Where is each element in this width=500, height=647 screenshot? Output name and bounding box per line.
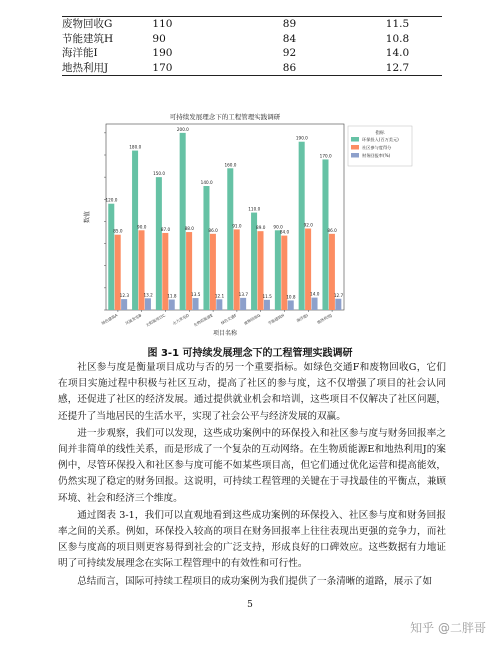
data-label: 160.0	[224, 162, 237, 168]
table-cell: 84	[282, 32, 297, 45]
bar	[132, 151, 138, 310]
table-cell: 节能建筑H	[62, 32, 114, 45]
legend-swatch	[351, 153, 359, 158]
table-row	[62, 32, 442, 47]
table-cell: 110	[152, 18, 173, 30]
page-number: 5	[247, 600, 253, 610]
table-cell: 92	[282, 47, 297, 59]
chart-title: 可持续发展理念下的工程管理实践调研	[169, 113, 281, 121]
x-tick-label: 海洋能I	[295, 312, 309, 324]
bar	[305, 229, 311, 310]
bar	[240, 298, 246, 310]
bar	[322, 159, 328, 310]
x-tick-label: 节能建筑H	[266, 312, 285, 326]
data-label: 89.0	[256, 225, 266, 231]
table-cell: 170	[152, 61, 173, 74]
bar-chart	[82, 110, 414, 338]
data-label: 180.0	[129, 144, 142, 150]
x-tick-label: 绿色交通F	[219, 312, 238, 326]
top-data-table	[62, 16, 442, 76]
x-tick-label: 废物回收G	[242, 312, 262, 326]
table-cell: 11.5	[385, 18, 410, 30]
bar	[275, 230, 281, 310]
bar	[227, 168, 233, 310]
data-label: 88.0	[184, 226, 194, 232]
table-cell: 89	[282, 18, 297, 30]
data-label: 150.0	[153, 171, 166, 177]
table-cell: 海洋能I	[62, 47, 98, 59]
bar	[115, 235, 121, 310]
bar	[145, 298, 151, 310]
data-label: 11.5	[262, 293, 272, 299]
legend-swatch	[351, 137, 359, 142]
x-axis-label: 项目名称	[212, 330, 238, 337]
bar	[329, 234, 335, 310]
paragraph: 通过图表 3-1，我们可以直观地看到这些成功案例的环保投入、社区参与度和财务回报率之间的关系。例如，环保投入较高的项目在财务回报率上往往表现出更强的竞争力，而社区参与度高的项目则更容易得到社会的广泛支持，形成良好的口碑效应。这些数据有力地证明了可持续发展理念在实际工程管理中的有效性和可行性。	[58, 509, 446, 570]
data-label: 12.7	[333, 292, 344, 298]
bar	[288, 300, 294, 310]
x-tick-label: 太阳能项目C	[144, 312, 166, 328]
bar	[186, 232, 192, 310]
table-cell: 86	[282, 61, 297, 74]
table-row	[62, 17, 442, 32]
bar	[108, 204, 114, 310]
data-label: 90.0	[273, 224, 283, 230]
table-row	[62, 46, 442, 61]
table-cell: 12.7	[385, 61, 410, 74]
data-label: 12.3	[119, 293, 129, 299]
bar	[264, 300, 270, 310]
table-row	[62, 61, 442, 76]
data-label: 87.0	[160, 226, 171, 232]
x-tick-label: 绿色建筑A	[100, 312, 119, 326]
data-label: 13.2	[143, 292, 153, 298]
bar	[180, 133, 186, 310]
bar	[234, 229, 240, 310]
x-tick-label: 生物质能源E	[192, 312, 214, 328]
legend-title: 指标	[375, 131, 385, 136]
bar-chart-svg	[82, 110, 414, 338]
data-label: 91.0	[232, 223, 242, 229]
legend-entry: 社区参与度得分	[362, 145, 392, 150]
data-label: 90.0	[137, 224, 147, 230]
data-label: 86.0	[208, 227, 218, 233]
bar	[335, 299, 341, 310]
legend-entry: 环保投入(百万美元)	[362, 137, 399, 142]
data-label: 110.0	[248, 206, 261, 212]
bar	[216, 299, 222, 310]
data-label: 11.8	[167, 293, 177, 299]
y-axis-label: 数值	[84, 210, 91, 224]
table-cell: 90	[152, 32, 166, 45]
data-label: 190.0	[295, 135, 308, 141]
paragraph: 总结而言，国际可持续工程项目的成功案例为我们提供了一条清晰的道路，展示了如	[77, 575, 433, 587]
table-cell: 190	[152, 47, 173, 59]
bar	[193, 298, 199, 310]
bar	[121, 299, 127, 310]
data-label: 86.0	[327, 227, 337, 233]
x-tick-label: 水力发电D	[171, 312, 190, 326]
bar	[312, 298, 318, 310]
bar	[138, 230, 144, 310]
bar	[210, 234, 216, 310]
bar	[169, 300, 175, 310]
table-cell: 地热利用J	[62, 61, 109, 74]
data-label: 120.0	[105, 197, 118, 203]
x-tick-label: 地热利用J	[315, 312, 333, 326]
bar	[203, 186, 209, 310]
data-label: 14.0	[310, 291, 320, 297]
figure-caption: 图 3-1 可持续发展理念下的工程管理实践调研	[147, 348, 353, 359]
data-label: 200.0	[176, 126, 189, 132]
data-label: 85.0	[113, 228, 123, 234]
table-cell: 废物回收G	[62, 18, 113, 30]
legend-swatch	[351, 145, 359, 150]
data-label: 92.0	[303, 222, 313, 228]
data-label: 170.0	[319, 153, 332, 159]
body-text	[58, 360, 446, 591]
x-tick-label: 风能发电B	[124, 312, 143, 326]
data-label: 140.0	[200, 180, 213, 185]
paragraph: 社区参与度是衡量项目成功与否的另一个重要指标。如绿色交通F和废物回收G，它们在项目实施过程中积极与社区互动，提高了社区的参与度，这不仅增强了项目的社会认同感，还促进了社区的经济发展。通过提供就业机会和培训，这些项目不仅解决了社区问题，还提升了当地居民的生活水平，实现了社会公平与经济发展的双赢。	[58, 362, 446, 422]
table-cell: 10.8	[385, 32, 410, 45]
paragraph: 进一步观察，我们可以发现，这些成功案例中的环保投入和社区参与度与财务回报率之间并非简单的线性关系，而是形成了一个复杂的互动网络。在生物质能源E和地热利用J的案例中，尽管环保投入和社区参与度可能不如某些项目高，但它们通过优化运营和提高能效，仍然实现了稳定的财务回报。这说明，可持续工程管理的关键在于寻找最佳的平衡点，兼顾环境、社会和经济三个维度。	[58, 427, 446, 504]
watermark: 知乎 @二胖哥	[410, 621, 486, 635]
bar	[156, 177, 162, 310]
legend-entry: 财务回报率(%)	[362, 153, 391, 158]
data-label: 10.8	[286, 294, 296, 300]
data-label: 13.7	[238, 291, 248, 297]
data-label: 12.1	[214, 293, 225, 299]
data-label: 13.5	[191, 292, 201, 298]
data-label: 84.0	[279, 229, 290, 235]
table-cell: 14.0	[385, 47, 410, 59]
